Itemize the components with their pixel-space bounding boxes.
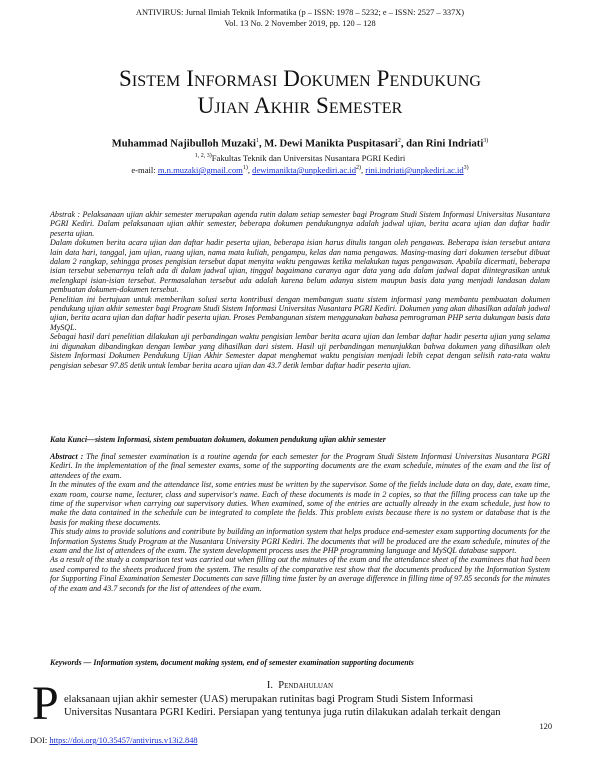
author-3: , dan Rini Indriati [400, 138, 484, 150]
abstrak-paragraph-1 [50, 210, 550, 238]
journal-header-line-2: Vol. 13 No. 2 November 2019, pp. 120 – 128 [224, 19, 376, 28]
doi-link[interactable]: https://doi.org/10.35457/antivirus.v13i2.848 [49, 736, 198, 745]
doi-line [30, 736, 198, 746]
email-link-2[interactable]: dewimanikta@unpkediri.ac.id [252, 164, 356, 175]
kata-kunci: Kata Kunci—sistem Informasi, sistem pembuatan dokumen, dokumen pendukung ujian akhir semester [50, 435, 386, 444]
email-3-sup: 3) [463, 165, 469, 171]
email-sep-2: , [361, 164, 366, 175]
abstract-section [50, 452, 550, 593]
email-2-sup: 2) [356, 165, 361, 171]
affiliation-sup: 1, 2, 3) [194, 153, 212, 159]
affiliation-text: Fakultas Teknik dan Universitas Nusantara PGRI Kediri [211, 152, 406, 163]
abstract-paragraph-2: In the minutes of the exam and the attendance list, some entries must be written by the supervisor. Some of the fields include data on day, date, exam time, exam room, course name, lecturer, class and supervisor's name. Each of these documents is made in 2 copies, so that the filling process can take up the time of the supervisor when carrying out supervisory duties. When examined, some of the entries are actually already in the exam schedule, just how to make the data contained in the schedule can be integrated to complete the fields. This problem exists because there is no system or database that is the basis for making these documents. [50, 480, 550, 527]
paper-title-line-1: Sistem Informasi Dokumen Pendukung [118, 66, 482, 91]
section-heading [0, 680, 600, 692]
abstract-label: Abstract : [50, 452, 84, 461]
affiliation [0, 151, 600, 163]
dropcap-letter: P [32, 677, 59, 730]
abstract-text-1: The final semester examination is a routine agenda for each semester for the Program Studi Sistem Informasi Universitas Nusantara PGRI Kediri. In the implementation of the final semester exams, some of the supporting documents are the exam schedule, minutes of the exam and the list of attendees of the exam. [50, 452, 550, 480]
section-title: Pendahuluan [278, 680, 334, 691]
keywords: Keywords — Information system, document making system, end of semester examination supporting documents [50, 658, 414, 667]
journal-header-line-1: ANTIVIRUS: Jurnal Ilmiah Teknik Informatika (p – ISSN: 1978 – 5232; e – ISSN: 2527 – 337X) [135, 8, 465, 17]
email-link-3[interactable]: rini.indriati@unpkediri.ac.id [365, 164, 464, 175]
doi-label: DOI: [30, 736, 50, 745]
author-1-sup: 1 [255, 138, 259, 144]
author-2-sup: 2 [397, 138, 401, 144]
abstract-paragraph-1 [50, 452, 550, 480]
email-link-1[interactable]: m.n.muzaki@gmail.com [157, 164, 243, 175]
abstrak-label: Abstrak : [50, 210, 81, 219]
email-label: e-mail: [131, 164, 158, 175]
intro-line-1: elaksanaan ujian akhir semester (UAS) merupakan rutinitas bagi Program Studi Sistem Informasi [64, 694, 474, 705]
abstrak-section [50, 210, 550, 370]
author-2: , M. Dewi Manikta Puspitasari [258, 138, 398, 150]
paper-title-line-2: Ujian Akhir Semester [197, 93, 403, 118]
abstract-paragraph-3: This study aims to provide solutions and contribute by building an information system that helps produce end-semester exam supporting documents for the Information Systems Study Program at the Nusantara University PGRI Kediri. The documents that will be produced are the exam schedule, minutes of the exam and the list of attendees of the exam. The system development process uses the PHP programming language and MySQL database support. [50, 527, 550, 556]
email-line [0, 163, 600, 175]
page-number: 120 [539, 722, 552, 731]
email-sep-1: , [247, 164, 253, 175]
abstract-paragraph-4: As a result of the study a comparison test was carried out when filling out the minutes of the exam and the attendance sheet of the examinees that had been used compared to the sheets produced from the system. The results of the comparative test show that the documents produced by the Information System for Supporting Final Examination Semester Documents can save filling time faster by an average difference in filling time of 97.85 seconds for the minutes of the exam and 43.7 seconds for the list of attendees of the exam. [50, 555, 550, 593]
section-number: I. [266, 680, 274, 691]
author-3-sup: 3) [483, 138, 489, 144]
author-list [0, 135, 600, 151]
intro-line-2: Universitas Nusantara PGRI Kediri. Persiapan yang tentunya juga rutin dilakukan adalah terkait dengan [64, 707, 501, 718]
author-1: Muhammad Najibulloh Muzaki [111, 138, 256, 150]
abstrak-paragraph-3: Penelitian ini bertujuan untuk memberikan solusi serta kontribusi dengan membangun suatu sistem informasi yang membantu pembuatan dokumen pendukung ujian akhir semester bagi Program Studi Sistem Informasi Universitas Nusantara PGRI Kediri. Dokumen yang akan dihasilkan adalah jadwal ujian, berita acara ujian dan daftar hadir peserta ujian. Proses Pembangunan sistem menggunakan bahasa pemrograman PHP serta dukungan basis data MySQL. [50, 294, 550, 332]
abstrak-paragraph-4: Sebagai hasil dari penelitian dilakukan uji perbandingan waktu pengisian lembar berita acara ujian dan lembar daftar hadir peserta ujian yang selama ini digunakan dibandingkan dengan lembar yang dihasilkan dari sistem. Hasil uji perbandingan menunjukkan bahwa dokumen yang dihasilkan oleh Sistem Informasi Dokumen Pendukung Ujian Akhir Semester dapat menghemat waktu pengisian menjadi lebih cepat dengan selisih rata-rata waktu pengisian sebesar 97.85 detik untuk lembar berita acara ujian dan 43.7 detik lembar daftar hadir peserta ujian. [50, 332, 550, 370]
abstrak-paragraph-2: Dalam dokumen berita acara ujian dan daftar hadir peserta ujian, beberapa isian harus ditulis tangan oleh pengawas. Beberapa isian tersebut antara lain data hari, tanggal, jam ujian, ruang ujian, nama mata kuliah, pengampu, kelas dan nama pengawas. Masing-masing dari dokumen tersebut dibuat dalam 2 rangkap, sehingga proses pengisian tersebut dapat menyita waktu pengawas ketika melakukan tugas pengawasan. Apabila dicermati, beberapa isian tersebut sebenarnya telah ada di dalam jadwal ujian, tinggal bagaimana caranya agar data yang ada dalam jadwal dapat diintegrasikan untuk melengkapi isian-isian tersebut. Permasalahan tersebut ada adalah karena belum adanya sistem maupun basis data yang menjadi landasan dalam pembuatan dokumen-dokumen tersebut. [50, 238, 550, 295]
abstrak-text-1: Pelaksanaan ujian akhir semester merupakan agenda rutin dalam setiap semester bagi Program Studi Sistem Informasi Universitas Nusantara PGRI Kediri. Dalam pelaksanaan ujian akhir semester, beberapa dokumen pendukungnya adalah jadwal ujian, berita acara ujian dan daftar hadir peserta ujian. [50, 210, 550, 238]
email-1-sup: 1) [242, 165, 248, 171]
